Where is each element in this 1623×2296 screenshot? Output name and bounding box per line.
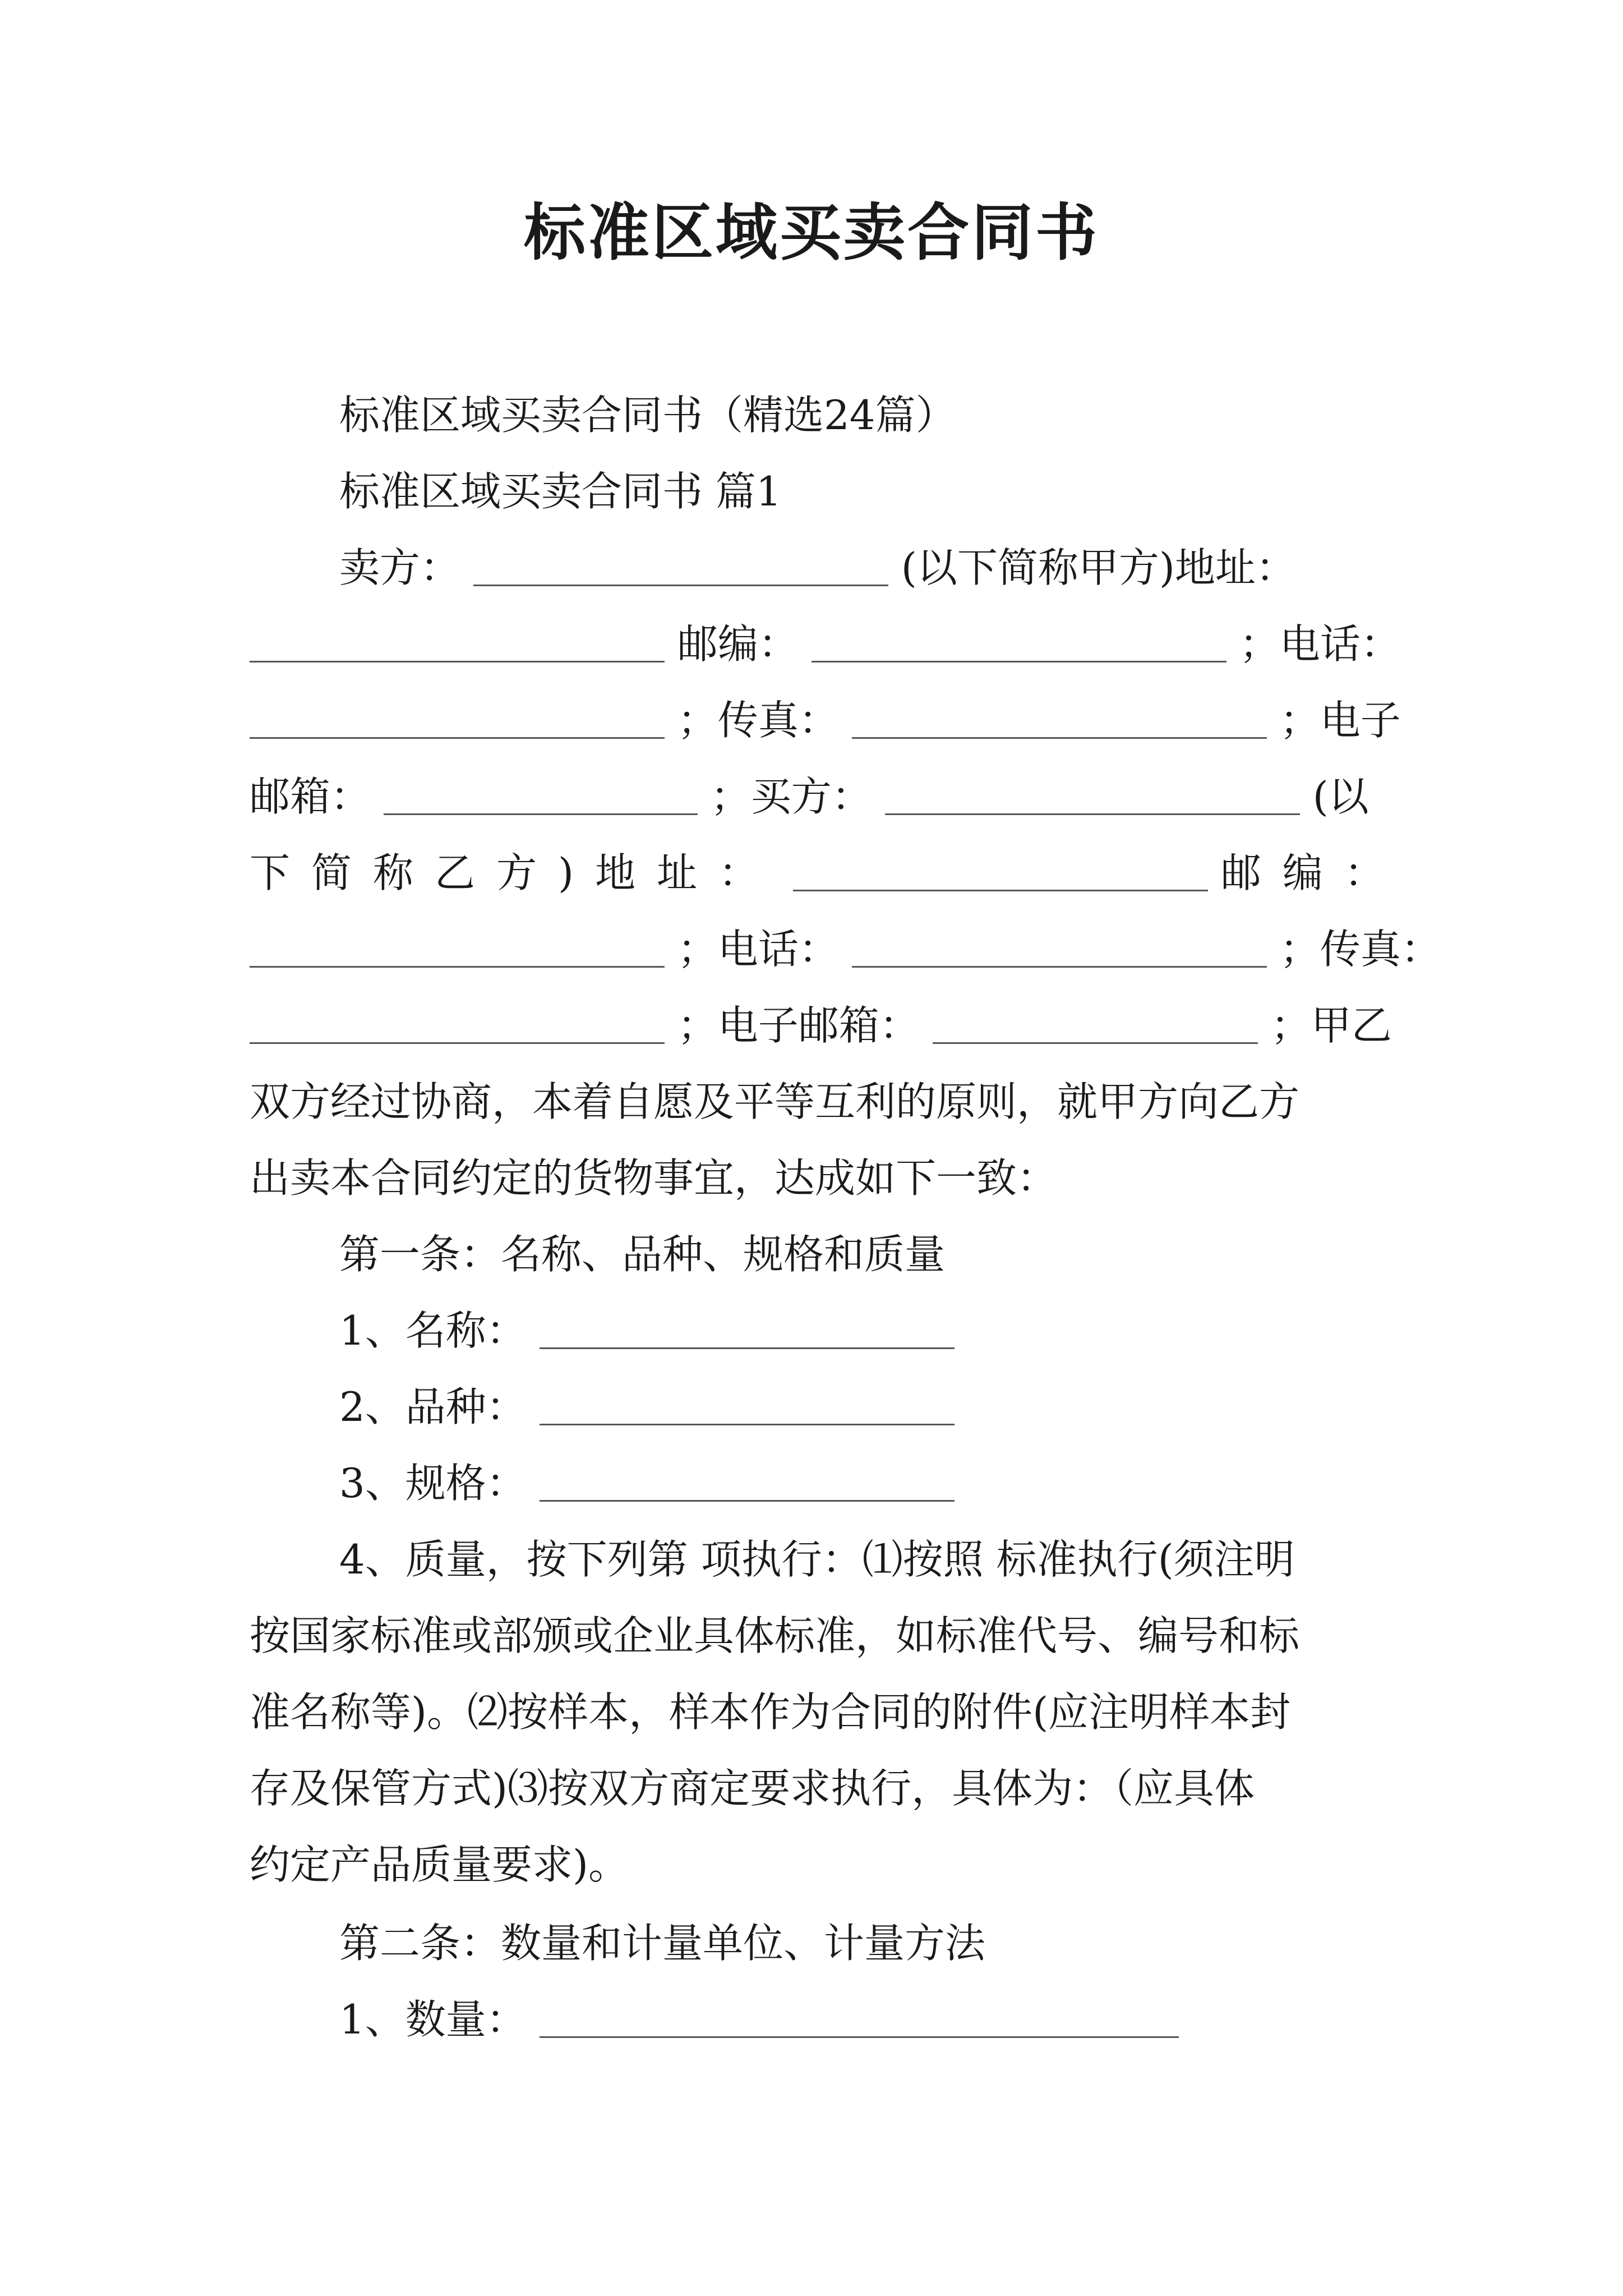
document-title: 标准区域买卖合同书 xyxy=(524,196,1099,269)
preamble-line-2: 出卖本合同约定的货物事宜，达成如下一致： xyxy=(250,1154,1058,1202)
email2-blank xyxy=(933,1003,1258,1044)
email-label: 邮箱： xyxy=(250,773,371,820)
clause1-title: 第一条：名称、品种、规格和质量 xyxy=(339,1231,946,1278)
item-variety-label: 2、品种： xyxy=(339,1383,527,1430)
item-spec-line xyxy=(339,1455,1388,1511)
item-name-label: 1、名称： xyxy=(339,1307,527,1354)
phone2-label: ；电话： xyxy=(677,926,839,973)
item-spec-blank xyxy=(540,1461,955,1502)
address-line xyxy=(250,616,1401,672)
seller-line xyxy=(339,540,1388,596)
phone-fax-line xyxy=(250,692,1401,748)
postcode2-blank xyxy=(250,927,665,968)
fax-blank xyxy=(852,698,1267,739)
item-variety-line xyxy=(339,1379,1388,1435)
clause2-title: 第二条：数量和计量单位、计量方法 xyxy=(339,1920,986,1967)
quality-line-3: 准名称等)。⑵按样本，样本作为合同的附件(应注明样本封 xyxy=(250,1688,1291,1736)
email2-label: ；电子邮箱： xyxy=(677,1002,920,1049)
fax2-blank xyxy=(250,1003,665,1044)
item-name-line xyxy=(339,1303,1388,1359)
email-pre: ；电子 xyxy=(1279,697,1401,744)
item-quantity-blank xyxy=(540,1997,1179,2038)
item-quantity-line xyxy=(339,1991,1388,2047)
quality-line-5: 约定产品质量要求)。 xyxy=(250,1841,629,1888)
buyer-label: ；买方： xyxy=(710,773,872,820)
buyer-email-line xyxy=(250,997,1392,1053)
both-parties-pre: ；甲乙 xyxy=(1270,1002,1392,1049)
quality-line-1: 4、质量，按下列第 项执行：⑴按照 标准执行(须注明 xyxy=(339,1536,1295,1583)
fax-label: ；传真： xyxy=(677,697,839,744)
seller-blank xyxy=(473,545,888,586)
email-blank xyxy=(384,774,698,815)
item-variety-blank xyxy=(540,1384,955,1425)
postcode-label: 邮编： xyxy=(677,620,799,668)
fax2-label: ；传真： xyxy=(1279,926,1441,973)
buyer-address-blank xyxy=(793,850,1208,891)
seller-label: 卖方： xyxy=(339,544,461,591)
phone2-blank xyxy=(852,927,1267,968)
subtitle: 标准区域买卖合同书（精选24篇） xyxy=(339,392,956,439)
buyer-phone-line xyxy=(250,921,1441,977)
postcode-blank xyxy=(811,622,1227,662)
item-quantity-label: 1、数量： xyxy=(339,1996,527,2043)
phone-blank xyxy=(250,698,665,739)
item-spec-label: 3、规格： xyxy=(339,1460,527,1507)
phone-label: ；电话： xyxy=(1239,620,1401,668)
email-buyer-line xyxy=(250,769,1388,825)
seller-abbr: (以下简称甲方)地址： xyxy=(901,544,1296,591)
buyer-abbr-pre: (以 xyxy=(1312,773,1369,820)
preamble-line-1: 双方经过协商，本着自愿及平等互利的原则，就甲方向乙方 xyxy=(250,1078,1300,1125)
article-heading: 标准区域买卖合同书 篇1 xyxy=(339,468,782,515)
postcode2-label: 邮编： xyxy=(1220,849,1406,896)
buyer-blank xyxy=(885,774,1300,815)
quality-line-4: 存及保管方式)⑶按双方商定要求执行，具体为：（应具体 xyxy=(250,1765,1255,1812)
buyer-address-line xyxy=(250,845,1406,901)
item-name-blank xyxy=(540,1308,955,1349)
quality-line-2: 按国家标准或部颁或企业具体标准，如标准代号、编号和标 xyxy=(250,1612,1300,1659)
buyer-abbr: 下简称乙方)地址： xyxy=(250,849,781,896)
address-blank xyxy=(250,622,665,662)
